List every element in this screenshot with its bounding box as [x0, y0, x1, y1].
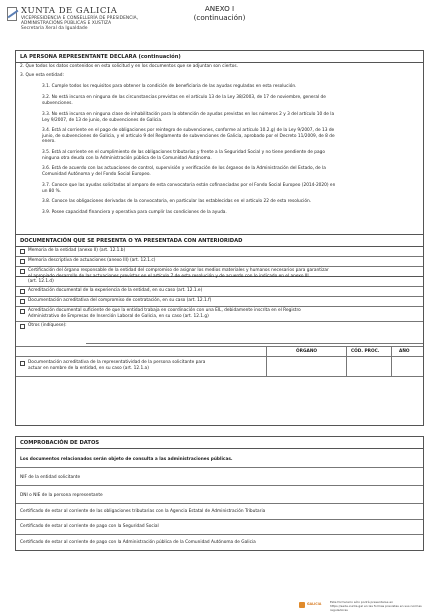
comprobacion-dni: DNI o NIE de la persona representante [20, 493, 103, 498]
divider [16, 376, 423, 377]
anexo-subtitle: (continuación) [193, 13, 246, 22]
footer-note-2: https://sede.xunta.gal en las formas previstas en sus normas reguladoras [330, 604, 422, 612]
documentacion-title: DOCUMENTACIÓN QUE SE PRESENTA O YA PRESENTADA CON ANTERIORIDAD [20, 238, 243, 244]
divider [16, 503, 423, 504]
otros-input-line[interactable] [86, 343, 423, 344]
doc-memoria-actuaciones-label: Memoria descriptiva de actuaciones (anexo III) (art. 12.1.c) [28, 258, 156, 263]
subitem-3-5: 3.5. Está al corriente en el cumplimiento de las obligaciones tributarias y frente a la Seguridad Social y no tiene pendiente de pago ninguna otra deuda con la Administración pública de la Comunidad Autónoma. [42, 150, 325, 161]
doc-experiencia-label: Acreditación documental de la experiencia de la entidad, en su caso (art. 12.1.e) [28, 288, 203, 293]
divider [16, 62, 423, 63]
declara-title: LA PERSONA REPRESENTANTE DECLARA (continuación) [20, 54, 181, 60]
doc-eil-label: Acreditación documental suficiente de que la entidad trabaja en coordinación con una EIL, debidamente inscrita en el Registro Administrativo de Empresas de Inserción Laboral de Galicia, en su caso (art. 12.1.g) [28, 308, 301, 319]
divider [16, 448, 423, 449]
doc-memoria-actuaciones-checkbox[interactable] [20, 259, 25, 264]
declara-item-3: 3. Que esta entidad: [20, 73, 64, 78]
divider [16, 296, 423, 297]
divider [391, 346, 392, 376]
subitem-3-2: 3.2. No está incursa en ninguna de las circunstancias previstas en el artículo 13 de la Ley 38/2003, de 17 de noviembre, general de subvenciones. [42, 95, 326, 106]
doc-certificacion-label: Certificación del órgano responsable de la entidad del compromiso de asignar los medios materiales y humanos necesarios para garantizar el apropiado desarrollo de las actuaciones previstas en el artículo 7 de esta resolución y de acuerdo con lo indicado en el anexo III (art. 12.1.d) [28, 268, 329, 285]
doc-representatividad-label: Documentación acreditativa de la representatividad de la persona solicitante para actuar en nombre de la entidad, en su caso (art. 12.1.a) [28, 360, 206, 371]
divider [16, 467, 423, 468]
divider [16, 286, 423, 287]
galicia-logo-icon [299, 602, 305, 608]
divider [16, 306, 423, 307]
footer-logo-text: GALICIA [307, 602, 322, 606]
dept-line-1: VICEPRESIDENCIA E CONSELLERÍA DE PRESIDENCIA, [21, 16, 139, 21]
divider [346, 346, 347, 376]
divider [16, 256, 423, 257]
divider [16, 356, 423, 357]
doc-representatividad-checkbox[interactable] [20, 361, 25, 366]
org-name: XUNTA DE GALICIA [21, 6, 118, 16]
divider [16, 519, 423, 520]
doc-eil-checkbox[interactable] [20, 309, 25, 314]
subitem-3-7: 3.7. Conoce que las ayudas solicitadas al amparo de esta convocatoria están cofinanciadas por el Fondo Social Europeo (2014-2020) en un 80 %. [42, 183, 336, 194]
doc-experiencia-checkbox[interactable] [20, 289, 25, 294]
doc-otros-label: Otros (indíquese): [28, 323, 67, 328]
comprobacion-nif: NIF de la entidad solicitante [20, 475, 81, 480]
divider [16, 321, 423, 322]
col-organo-header: ÓRGANO [296, 349, 318, 354]
anexo-title: ANEXO I [204, 4, 235, 13]
doc-compromiso-checkbox[interactable] [20, 299, 25, 304]
dept-line-2: ADMINISTRACIÓNS PÚBLICAS E XUSTIZA [21, 21, 112, 26]
dept-line-3: Secretaría Xeral da Igualdade [21, 26, 88, 31]
doc-otros-checkbox[interactable] [20, 324, 25, 329]
subitem-3-4: 3.4. Está al corriente en el pago de obligaciones por reintegro de subvenciones, conforme al artículo 10.2.g) de la Ley 9/2007, de 13 de junio, de subvenciones de Galicia, y el artículo 9 del Reglamento de subvenciones de Galicia, aprobado por el Decreto 11/2009, de 8 de enero. [42, 128, 335, 145]
col-cod-proc-header: CÓD. PROC. [351, 349, 380, 354]
footer-note-1: Este formulario sólo podrá presentarse en [330, 600, 394, 604]
divider [16, 266, 423, 267]
comprobacion-section [15, 436, 424, 551]
subitem-3-3: 3.3. No está incursa en ninguna clase de inhabilitación para la obtención de ayudas previstas en los números 2 y 3 del artículo 10 de la Ley 9/2007, de 13 de junio, de subvenciones de Galicia. [42, 112, 335, 123]
divider [266, 346, 267, 376]
page-header [7, 4, 432, 44]
comprobacion-intro: Los documentos relacionados serán objeto de consulta a las administraciones públicas. [20, 457, 233, 462]
declara-item-2: 2. Que todos los datos contenidos en esta solicitud y en los documentos que se adjuntan son ciertos. [20, 64, 239, 69]
subitem-3-1: 3.1. Cumple todos los requisitos para obtener la condición de beneficiaria de las ayudas reguladas en esta resolución. [42, 84, 297, 89]
documentacion-section [15, 234, 424, 426]
col-ano-header: AÑO [399, 349, 410, 354]
doc-memoria-entidad-label: Memoria de la entidad (anexo II) (art. 12.1.b) [28, 248, 126, 253]
subitem-3-8: 3.8. Conoce las obligaciones derivadas de la convocatoria, en particular las establecidas en el artículo 22 de esta resolución. [42, 199, 312, 204]
divider [16, 485, 423, 486]
comprobacion-title: COMPROBACIÓN DE DATOS [20, 440, 100, 446]
divider [16, 534, 423, 535]
subitem-3-9: 3.9. Posee capacidad financiera y operativa para cumplir las condiciones de la ayuda. [42, 210, 227, 215]
comprobacion-ss: Certificado de estar al corriente de pago con la Seguridad Social [20, 524, 159, 529]
divider [16, 246, 423, 247]
subitem-3-6: 3.6. Está de acuerdo con las actuaciones de control, supervisión y verificación de los órganos de la Administración del Estado, de la Comunidad Autónoma y del Fondo Social Europeo. [42, 166, 326, 177]
divider [16, 346, 423, 347]
comprobacion-aeat: Certificado de estar al corriente de las obligaciones tributarias con la Agencia Estatal de Administración Tributaria [20, 509, 266, 514]
doc-certificacion-checkbox[interactable] [20, 269, 25, 274]
doc-memoria-entidad-checkbox[interactable] [20, 249, 25, 254]
comprobacion-galicia: Certificado de estar al corriente de pago con la Administración pública de la Comunidad Autónoma de Galicia [20, 540, 256, 545]
doc-compromiso-label: Documentación acreditativa del compromiso de contratación, en su caso (art. 12.1.f) [28, 298, 212, 303]
